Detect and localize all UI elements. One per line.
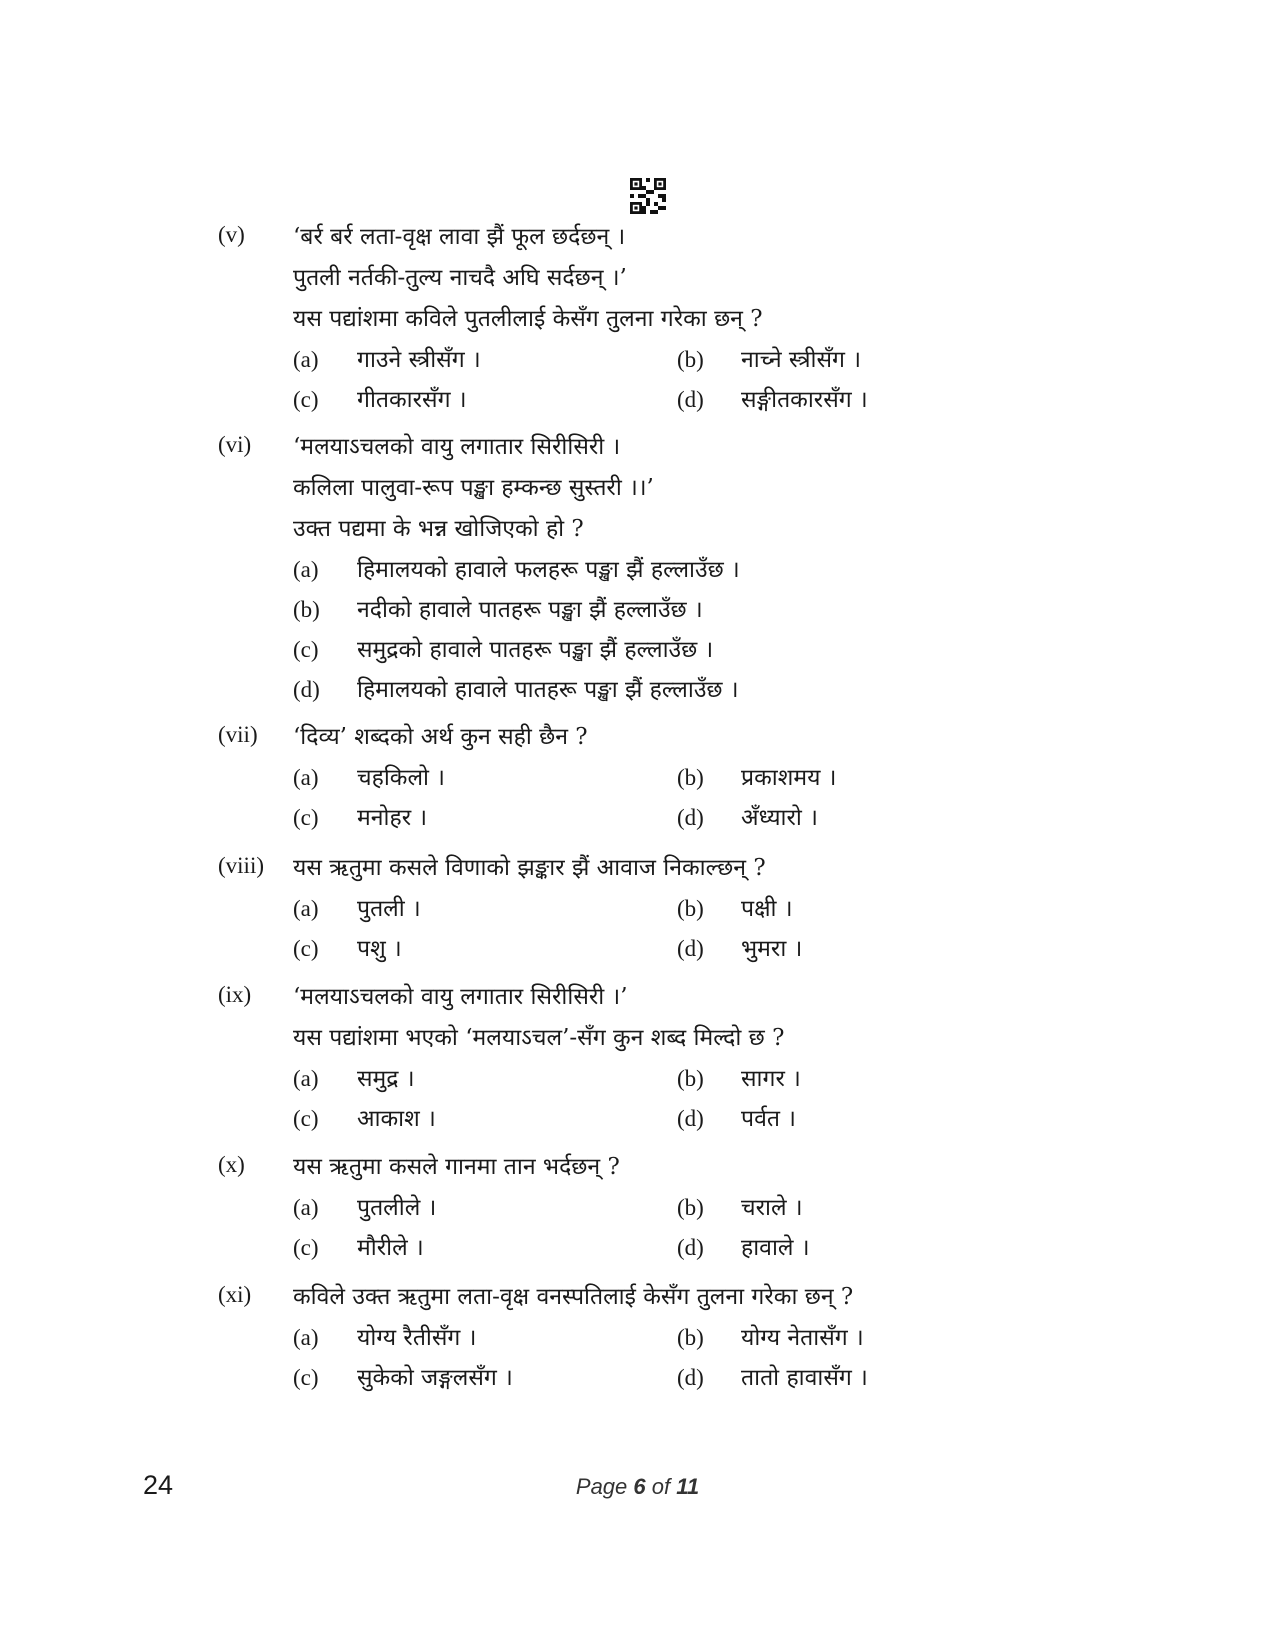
option-d: (d) अँध्यारो ।	[677, 805, 818, 831]
option-a: (a) हिमालयको हावाले फलहरू पङ्खा झैं हल्लाउँछ ।	[293, 557, 740, 583]
question-line: यस पद्यांशमा कविले पुतलीलाई केसँग तुलना गरेका छन् ?	[293, 306, 763, 332]
option-b: (b) नदीको हावाले पातहरू पङ्खा झैं हल्लाउँछ ।	[293, 597, 703, 623]
option-c: (c) गीतकारसँग ।	[293, 387, 467, 413]
option-c: (c) आकाश ।	[293, 1106, 436, 1132]
question-number: (vii)	[218, 722, 258, 747]
option-b: (b) चराले ।	[677, 1195, 803, 1221]
question-line: यस ऋतुमा कसले विणाको झङ्कार झैं आवाज निकाल्छन् ?	[293, 855, 766, 881]
option-c: (c) सुकेको जङ्गलसँग ।	[293, 1365, 513, 1391]
question-line: यस ऋतुमा कसले गानमा तान भर्दछन् ?	[293, 1154, 620, 1180]
option-d: (d) भुमरा ।	[677, 936, 803, 962]
page-number: Page 6 of 11	[575, 1474, 700, 1499]
question-line: कविले उक्त ऋतुमा लता-वृक्ष वनस्पतिलाई केसँग तुलना गरेका छन् ?	[293, 1284, 854, 1310]
question-number: (v)	[218, 222, 245, 247]
option-a: (a) पुतलीले ।	[293, 1195, 437, 1221]
option-a: (a) चहकिलो ।	[293, 765, 446, 791]
option-b: (b) प्रकाशमय ।	[677, 765, 837, 791]
question-number: (vi)	[218, 432, 252, 457]
option-a: (a) गाउने स्त्रीसँग ।	[293, 347, 481, 373]
option-a: (a) समुद्र ।	[293, 1066, 415, 1092]
question-line: पुतली नर्तकी-तुल्य नाचदै अघि सर्दछन् ।’	[293, 265, 627, 291]
option-b: (b) पक्षी ।	[677, 896, 793, 922]
question-number: (viii)	[218, 853, 264, 878]
question-line: कलिला पालुवा-रूप पङ्खा हम्कन्छ सुस्तरी ।।’	[293, 475, 654, 501]
question-number: (x)	[218, 1152, 245, 1177]
question-line: ‘दिव्य’ शब्दको अर्थ कुन सही छैन ?	[293, 724, 588, 750]
option-b: (b) सागर ।	[677, 1066, 801, 1092]
question-number: (ix)	[218, 982, 252, 1007]
question-line: ‘मलयाऽचलको वायु लगातार सिरीसिरी ।’	[293, 984, 628, 1010]
option-a: (a) पुतली ।	[293, 896, 421, 922]
option-d: (d) हावाले ।	[677, 1235, 810, 1261]
paper-code: 24	[143, 1470, 174, 1500]
option-a: (a) योग्य रैतीसँग ।	[293, 1325, 477, 1351]
option-d: (d) पर्वत ।	[677, 1106, 796, 1132]
option-d: (d) हिमालयको हावाले पातहरू पङ्खा झैं हल्लाउँछ ।	[293, 677, 739, 703]
option-c: (c) मौरीले ।	[293, 1235, 424, 1261]
option-b: (b) योग्य नेतासँग ।	[677, 1325, 864, 1351]
question-line: उक्त पद्यमा के भन्न खोजिएको हो ?	[293, 516, 584, 542]
option-c: (c) पशु ।	[293, 936, 402, 962]
question-number: (xi)	[218, 1282, 252, 1307]
question-line: ‘मलयाऽचलको वायु लगातार सिरीसिरी ।	[293, 434, 621, 460]
option-d: (d) तातो हावासँग ।	[677, 1365, 868, 1391]
option-b: (b) नाच्ने स्त्रीसँग ।	[677, 347, 862, 373]
option-c: (c) समुद्रको हावाले पातहरू पङ्खा झैं हल्लाउँछ ।	[293, 637, 714, 663]
option-d: (d) सङ्गीतकारसँग ।	[677, 387, 868, 413]
option-c: (c) मनोहर ।	[293, 805, 428, 831]
question-line: ‘बर्र बर्र लता-वृक्ष लावा झैं फूल छर्दछन् ।	[293, 224, 626, 250]
qr-code-icon	[630, 178, 666, 214]
question-line: यस पद्यांशमा भएको ‘मलयाऽचल’-सँग कुन शब्द मिल्दो छ ?	[293, 1025, 785, 1051]
